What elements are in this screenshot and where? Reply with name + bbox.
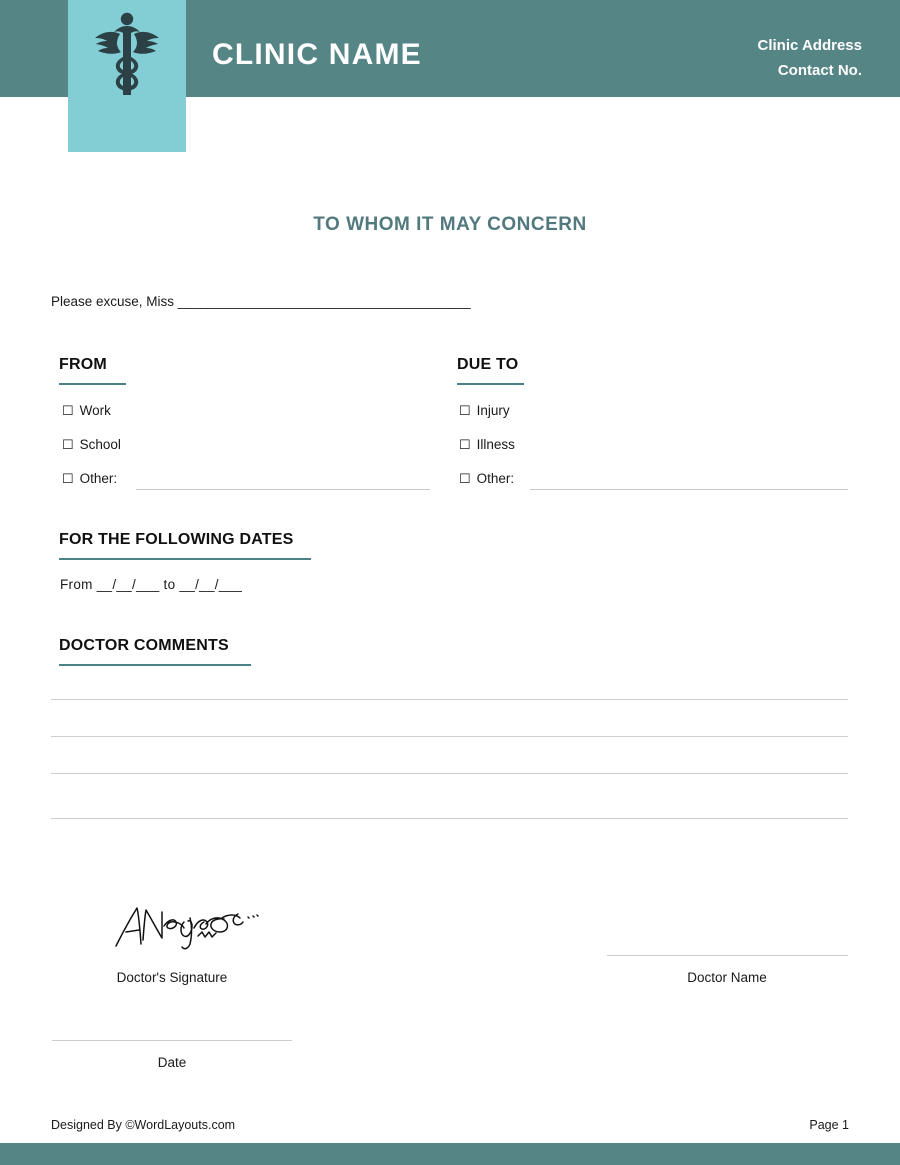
clinic-address: Clinic Address (757, 37, 862, 54)
checkbox-label: Work (79, 403, 111, 418)
footer-credit: Designed By ©WordLayouts.com (51, 1118, 236, 1132)
clinic-name: CLINIC NAME (212, 38, 422, 71)
checkbox-label: Other: (79, 471, 118, 486)
doctor-name-rule[interactable] (607, 955, 848, 956)
checkbox-label: Injury (476, 403, 510, 418)
comment-line[interactable] (51, 736, 848, 737)
checkbox-icon[interactable]: ☐ (459, 471, 471, 486)
comment-line[interactable] (51, 818, 848, 819)
other-input-rule-from[interactable] (136, 489, 430, 490)
section-heading-doctor-comments: DOCTOR COMMENTS (59, 637, 251, 666)
section-heading-due-to: DUE TO (457, 356, 524, 385)
section-heading-dates: FOR THE FOLLOWING DATES (59, 531, 311, 560)
checkbox-icon[interactable]: ☐ (62, 437, 74, 452)
date-rule[interactable] (52, 1040, 292, 1041)
page-title: TO WHOM IT MAY CONCERN (313, 214, 587, 235)
footer-page-number: Page 1 (809, 1118, 849, 1132)
clinic-contact-block (758, 33, 862, 83)
excuse-patient-line[interactable]: Please excuse, Miss _______________________________________ (51, 294, 471, 309)
date-range-line[interactable]: From __/__/___ to __/__/___ (60, 577, 243, 592)
checkbox-row-injury[interactable] (459, 403, 510, 418)
checkbox-icon[interactable]: ☐ (62, 471, 74, 486)
handwritten-signature-icon (110, 900, 260, 957)
comment-line[interactable] (51, 699, 848, 700)
checkbox-label: School (79, 437, 121, 452)
checkbox-label: Other: (476, 471, 515, 486)
checkbox-row-other-from[interactable] (62, 471, 117, 486)
doctor-name-caption: Doctor Name (687, 970, 767, 985)
date-caption: Date (157, 1055, 187, 1070)
checkbox-row-work[interactable] (62, 403, 111, 418)
section-heading-from: FROM (59, 356, 126, 385)
checkbox-icon[interactable]: ☐ (459, 403, 471, 418)
checkbox-icon[interactable]: ☐ (459, 437, 471, 452)
checkbox-row-school[interactable] (62, 437, 121, 452)
caduceus-icon (90, 50, 164, 102)
checkbox-icon[interactable]: ☐ (62, 403, 74, 418)
checkbox-row-other-due-to[interactable] (459, 471, 514, 486)
logo-panel (68, 0, 186, 152)
clinic-contact-no: Contact No. (777, 62, 862, 79)
other-input-rule-due-to[interactable] (530, 489, 848, 490)
footer-band (0, 1143, 900, 1165)
checkbox-label: Illness (476, 437, 515, 452)
comment-line[interactable] (51, 773, 848, 774)
checkbox-row-illness[interactable] (459, 437, 515, 452)
doctor-signature-caption: Doctor's Signature (116, 970, 228, 985)
